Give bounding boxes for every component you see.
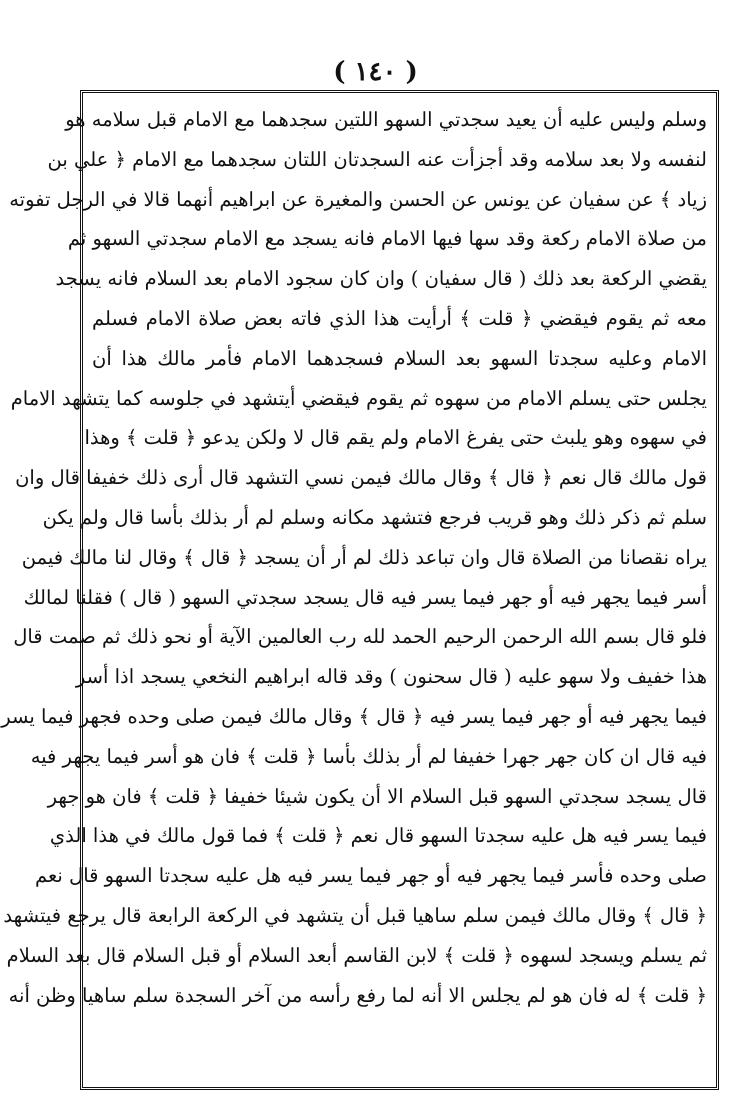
text-line: فيما يجهر فيه أو جهر فيما يسر فيه ﴿ قال ﴾ وقال مالك فيمن صلى وحده فجهر فيما يسر [1,704,707,728]
text-line: قول مالك قال نعم ﴿ قال ﴾ وقال مالك فيمن نسي التشهد قال أرى ذلك خفيفا قال وان [15,466,707,490]
text-line: لنفسه ولا بعد سلامه وقد أجزأت عنه السجدتان اللتان سجدهما مع الامام ﴿ علي بن [47,147,707,171]
text-line: قال يسجد سجدتي السهو قبل السلام الا أن يكون شيئا خفيفا ﴿ قلت ﴾ فان هو جهر [47,784,707,808]
text-body [1,100,707,1015]
text-line: يراه نقصانا من الصلاة قال وان تباعد ذلك لم أر أن يسجد ﴿ قال ﴾ وقال لنا مالك فيمن [21,545,707,569]
text-line: سلم ثم ذكر ذلك وهو قريب فرجع فتشهد مكانه وسلم لم أر بذلك بأسا قال ولم يكن [42,505,707,529]
text-line: فلو قال بسم الله الرحمن الرحيم الحمد لله رب العالمين الآية أو نحو ذلك ثم صمت قال [13,625,707,649]
text-line: من صلاة الامام ركعة وقد سها فيها الامام فانه يسجد مع الامام سجدتي السهو ثم [67,227,707,251]
text-line: فيه قال ان كان جهر جهرا خفيفا لم أر بذلك بأسا ﴿ قلت ﴾ فان هو أسر فيما يجهر فيه [30,744,707,768]
text-line: أسر فيما يجهر فيه أو جهر فيما يسر فيه قال يسجد سجدتي السهو ( قال ) فقلنا لمالك [23,585,707,609]
text-line: زياد ﴾ عن سفيان عن يونس عن الحسن والمغيرة عن ابراهيم أنهما قالا في الرجل تفوته [9,187,707,211]
text-line: الامام وعليه سجدتا السهو بعد السلام فسجدهما الامام فأمر مالك هذا أن [92,346,707,370]
text-line: فيما يسر فيه هل عليه سجدتا السهو قال نعم ﴿ قلت ﴾ فما قول مالك في هذا الذي [49,824,707,848]
page-number: ( ١٤٠ ) [333,57,418,87]
text-line: ﴿ قلت ﴾ له فان هو لم يجلس الا أنه لما رفع رأسه من آخر السجدة سلم ساهيا وظن أنه [8,983,707,1007]
text-line: يقضي الركعة بعد ذلك ( قال سفيان ) وان كان سجود الامام بعد السلام فانه يسجد [55,267,707,291]
text-line: ﴿ قال ﴾ وقال مالك فيمن سلم ساهيا قبل أن يتشهد في الركعة الرابعة قال يرجع فيتشهد [3,903,707,927]
text-line: معه ثم يقوم فيقضي ﴿ قلت ﴾ أرأيت هذا الذي فاته بعض صلاة الامام فسلم [92,306,707,330]
text-line: يجلس حتى يسلم الامام من سهوه ثم يقوم فيقضي أيتشهد في جلوسه كما يتشهد الامام [10,386,707,410]
text-line: في سهوه وهو يلبث حتى يفرغ الامام ولم يقم قال لا ولكن يدعو ﴿ قلت ﴾ وهذا [84,426,707,450]
text-line: هذا خفيف ولا سهو عليه ( قال سحنون ) وقد قاله ابراهيم النخعي يسجد اذا أسر [75,665,707,689]
text-line: صلى وحده فأسر فيما يجهر فيه أو جهر فيما يسر فيه هل عليه سجدتا السهو قال نعم [35,864,707,888]
text-line: وسلم وليس عليه أن يعيد سجدتي السهو اللتين سجدهما مع الامام قبل سلامه هو [65,108,707,131]
text-line: ثم يسلم ويسجد لسهوه ﴿ قلت ﴾ لابن القاسم أبعد السلام أو قبل السلام قال بعد السلام [6,943,707,967]
